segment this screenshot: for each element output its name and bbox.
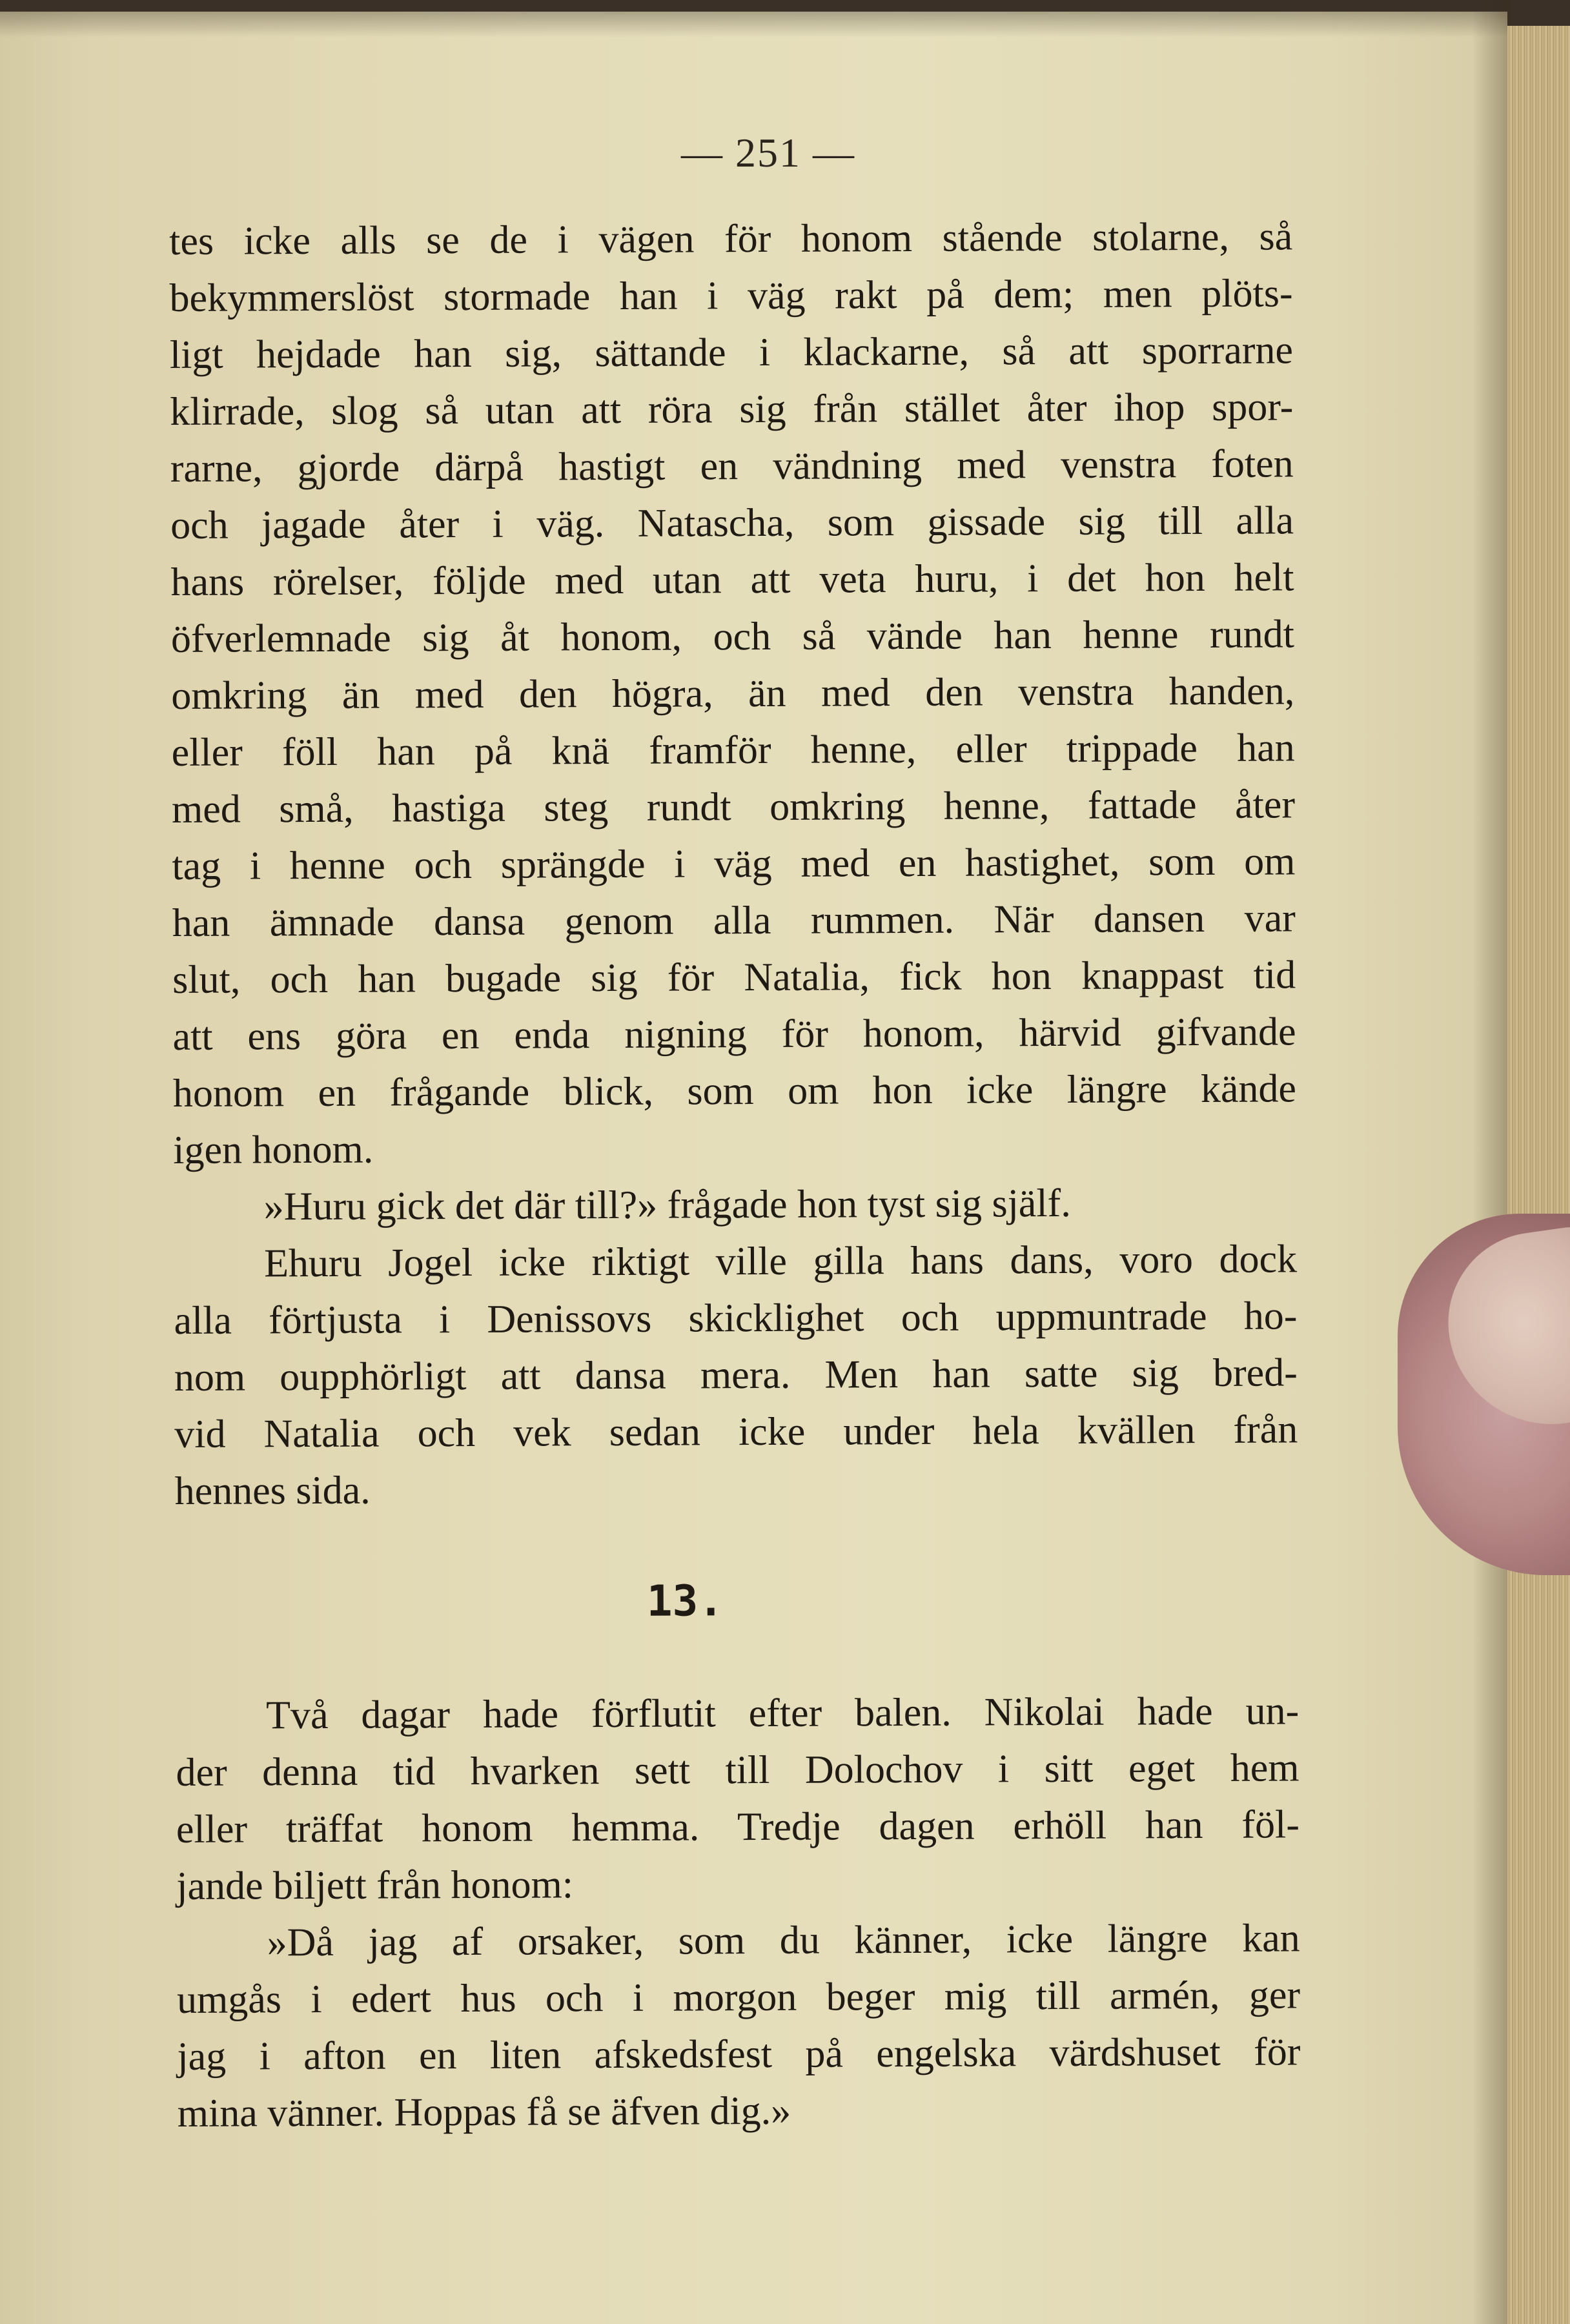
text-line: Två dagar hade förflutit efter balen. Nikolai hade un-: [266, 1689, 1300, 1738]
text-line: nom oupphörligt att dansa mera. Men han satte sig bred-: [174, 1351, 1298, 1400]
text-line: att ens göra en enda nigning för honom, härvid gifvande: [172, 1010, 1296, 1059]
text-line: tes icke alls se de i vägen för honom stående stolarne, så: [169, 214, 1293, 263]
text-line: hennes sida.: [174, 1468, 371, 1513]
text-line: han ämnade dansa genom alla rummen. När dansen var: [172, 896, 1296, 945]
text-line: och jagade åter i väg. Natascha, som gissade sig till alla: [170, 498, 1294, 547]
text-line: med små, hastiga steg rundt omkring henne, fattade åter: [171, 782, 1296, 831]
text-line: slut, och han bugade sig för Natalia, fick hon knappast tid: [172, 953, 1296, 1002]
text-line: der denna tid hvarken sett till Dolochov i sitt eget hem: [176, 1746, 1300, 1795]
text-line: omkring än med den högra, än med den venstra handen,: [171, 669, 1295, 718]
text-line: igen honom.: [173, 1127, 374, 1172]
text-line: »Huru gick det där till?» frågade hon tyst sig själf.: [263, 1181, 1071, 1229]
text-line: jag i afton en liten afskedsfest på engelska värdshuset för: [177, 2030, 1301, 2079]
page-top-shadow: [0, 12, 1507, 37]
text-line: honom en frågande blick, som om hon icke längre kände: [172, 1066, 1297, 1116]
page-number-header: — 251 —: [681, 130, 855, 176]
chapter-heading: 13.: [646, 1576, 724, 1626]
text-line: tag i henne och sprängde i väg med en hastighet, som om: [172, 839, 1296, 888]
text-line: bekymmerslöst stormade han i väg rakt på dem; men plöts-: [169, 271, 1293, 320]
page-edges: [1507, 26, 1570, 2324]
text-line: mina vänner. Hoppas få se äfven dig.»: [177, 2088, 791, 2135]
text-line: »Då jag af orsaker, som du känner, icke längre kan: [267, 1916, 1300, 1965]
spine-shadow: [1472, 0, 1511, 2324]
text-line: eller föll han på knä framför henne, eller trippade han: [171, 726, 1295, 775]
text-line: alla förtjusta i Denissovs skicklighet och uppmuntrade ho-: [174, 1294, 1298, 1343]
text-line: rarne, gjorde därpå hastigt en vändning med venstra foten: [170, 442, 1294, 491]
text-line: jande biljett från honom:: [176, 1862, 574, 1908]
text-line: eller träffat honom hemma. Tredje dagen erhöll han föl-: [176, 1802, 1300, 1851]
text-line: klirrade, slog så utan att röra sig från stället åter ihop spor-: [170, 385, 1294, 434]
text-line: öfverlemnade sig åt honom, och så vände han henne rundt: [170, 612, 1295, 661]
text-line: ligt hejdade han sig, sättande i klackarne, så att sporrarne: [169, 328, 1294, 377]
text-line: umgås i edert hus och i morgon beger mig till armén, ger: [176, 1973, 1301, 2022]
text-line: Ehuru Jogel icke riktigt ville gilla hans dans, voro dock: [263, 1237, 1298, 1286]
text-line: hans rörelser, följde med utan att veta huru, i det hon helt: [170, 555, 1294, 604]
page-text: [169, 208, 1301, 2142]
text-line: vid Natalia och vek sedan icke under hela kvällen från: [174, 1407, 1298, 1456]
